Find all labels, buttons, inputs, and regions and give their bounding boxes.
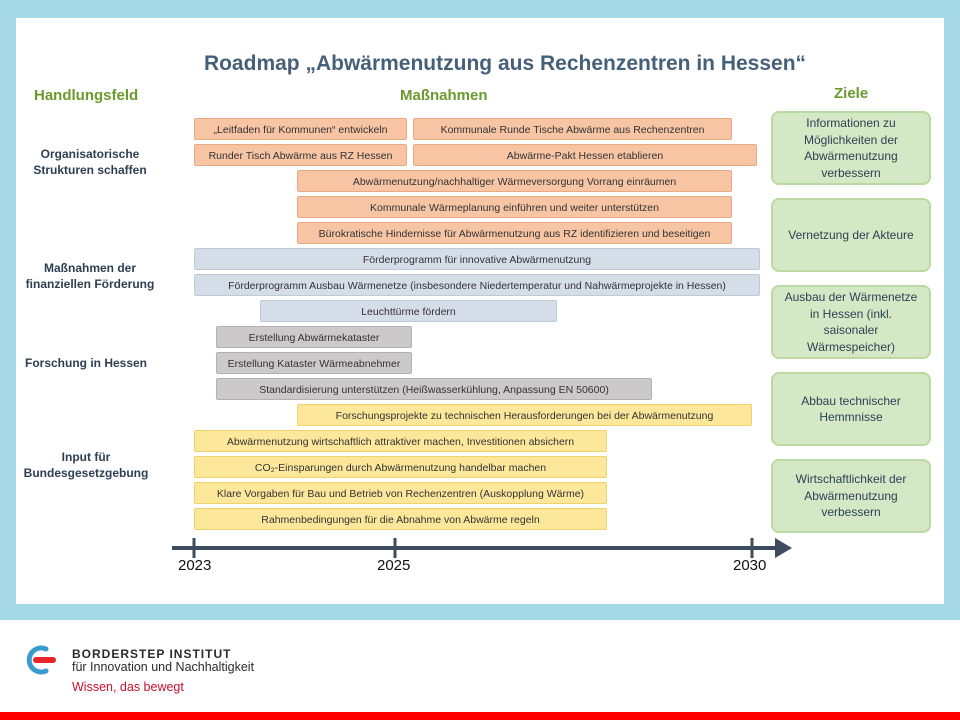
measure-bar: Förderprogramm Ausbau Wärmenetze (insbesondere Niedertemperatur und Nahwärmeprojekte in Hessen) xyxy=(194,274,760,296)
measure-bar: Erstellung Kataster Wärmeabnehmer xyxy=(216,352,412,374)
header-ziele: Ziele xyxy=(834,85,869,102)
header-handlungsfeld: Handlungsfeld xyxy=(34,87,139,104)
goal-label: Abbau technischer Hemmnisse xyxy=(801,393,901,424)
goal-label: Vernetzung der Akteure xyxy=(788,227,914,242)
measure-bar: Erstellung Abwärmekataster xyxy=(216,326,412,348)
category-bundesgesetzgebung: Input für Bundesgesetzgebung xyxy=(23,450,149,480)
goal-label: Wirtschaftlichkeit der Abwärmenutzung verbessern xyxy=(795,472,907,520)
measure-bar: Bürokratische Hindernisse für Abwärmenutzung aus RZ identifizieren und beseitigen xyxy=(297,222,732,244)
category-foerderung: Maßnahmen der finanziellen Förderung xyxy=(25,261,155,291)
measure-bar: CO₂-Einsparungen durch Abwärmenutzung handelbar machen xyxy=(194,456,607,478)
footer-tagline: Wissen, das bewegt xyxy=(72,680,184,694)
category-forschung: Forschung in Hessen xyxy=(24,356,148,370)
measure-bar: Abwärmenutzung/nachhaltiger Wärmeversorgung Vorrang einräumen xyxy=(297,170,732,192)
header-massnahmen: Maßnahmen xyxy=(400,87,488,104)
footer-red-line xyxy=(0,712,960,720)
footer-institute-name: BORDERSTEP INSTITUT xyxy=(72,647,232,661)
timeline-year: 2030 xyxy=(733,557,767,574)
timeline-arrowhead xyxy=(775,538,792,558)
footer-subtitle: für Innovation und Nachhaltigkeit xyxy=(72,660,255,674)
measure-bar: Rahmenbedingungen für die Abnahme von Abwärme regeln xyxy=(194,508,607,530)
goal-label: Informationen zu Möglichkeiten der Abwärmenutzung verbessern xyxy=(803,116,899,180)
timeline-year: 2025 xyxy=(377,557,411,574)
measure-bar: „Leitfaden für Kommunen“ entwickeln xyxy=(194,118,407,140)
timeline-year: 2023 xyxy=(178,557,212,574)
measure-bar: Kommunale Wärmeplanung einführen und weiter unterstützen xyxy=(297,196,732,218)
measure-bar: Runder Tisch Abwärme aus RZ Hessen xyxy=(194,144,407,166)
measure-bar: Standardisierung unterstützen (Heißwasserkühlung, Anpassung EN 50600) xyxy=(216,378,652,400)
measure-bar: Förderprogramm für innovative Abwärmenutzung xyxy=(194,248,760,270)
measure-bar: Leuchttürme fördern xyxy=(260,300,557,322)
measure-bar: Kommunale Runde Tische Abwärme aus Rechenzentren xyxy=(413,118,732,140)
roadmap-title: Roadmap „Abwärmenutzung aus Rechenzentren in Hessen“ xyxy=(203,52,807,75)
measure-bar: Abwärme-Pakt Hessen etablieren xyxy=(413,144,757,166)
measure-bar: Klare Vorgaben für Bau und Betrieb von Rechenzentren (Auskopplung Wärme) xyxy=(194,482,607,504)
measure-bar: Forschungsprojekte zu technischen Herausforderungen bei der Abwärmenutzung xyxy=(297,404,752,426)
borderstep-logo-icon xyxy=(20,644,60,676)
measure-bar: Abwärmenutzung wirtschaftlich attraktiver machen, Investitionen absichern xyxy=(194,430,607,452)
category-organisatorisch: Organisatorische Strukturen schaffen xyxy=(33,147,147,177)
goal-label: Ausbau der Wärmenetze in Hessen (inkl. saisonaler Wärmespeicher) xyxy=(784,290,918,354)
